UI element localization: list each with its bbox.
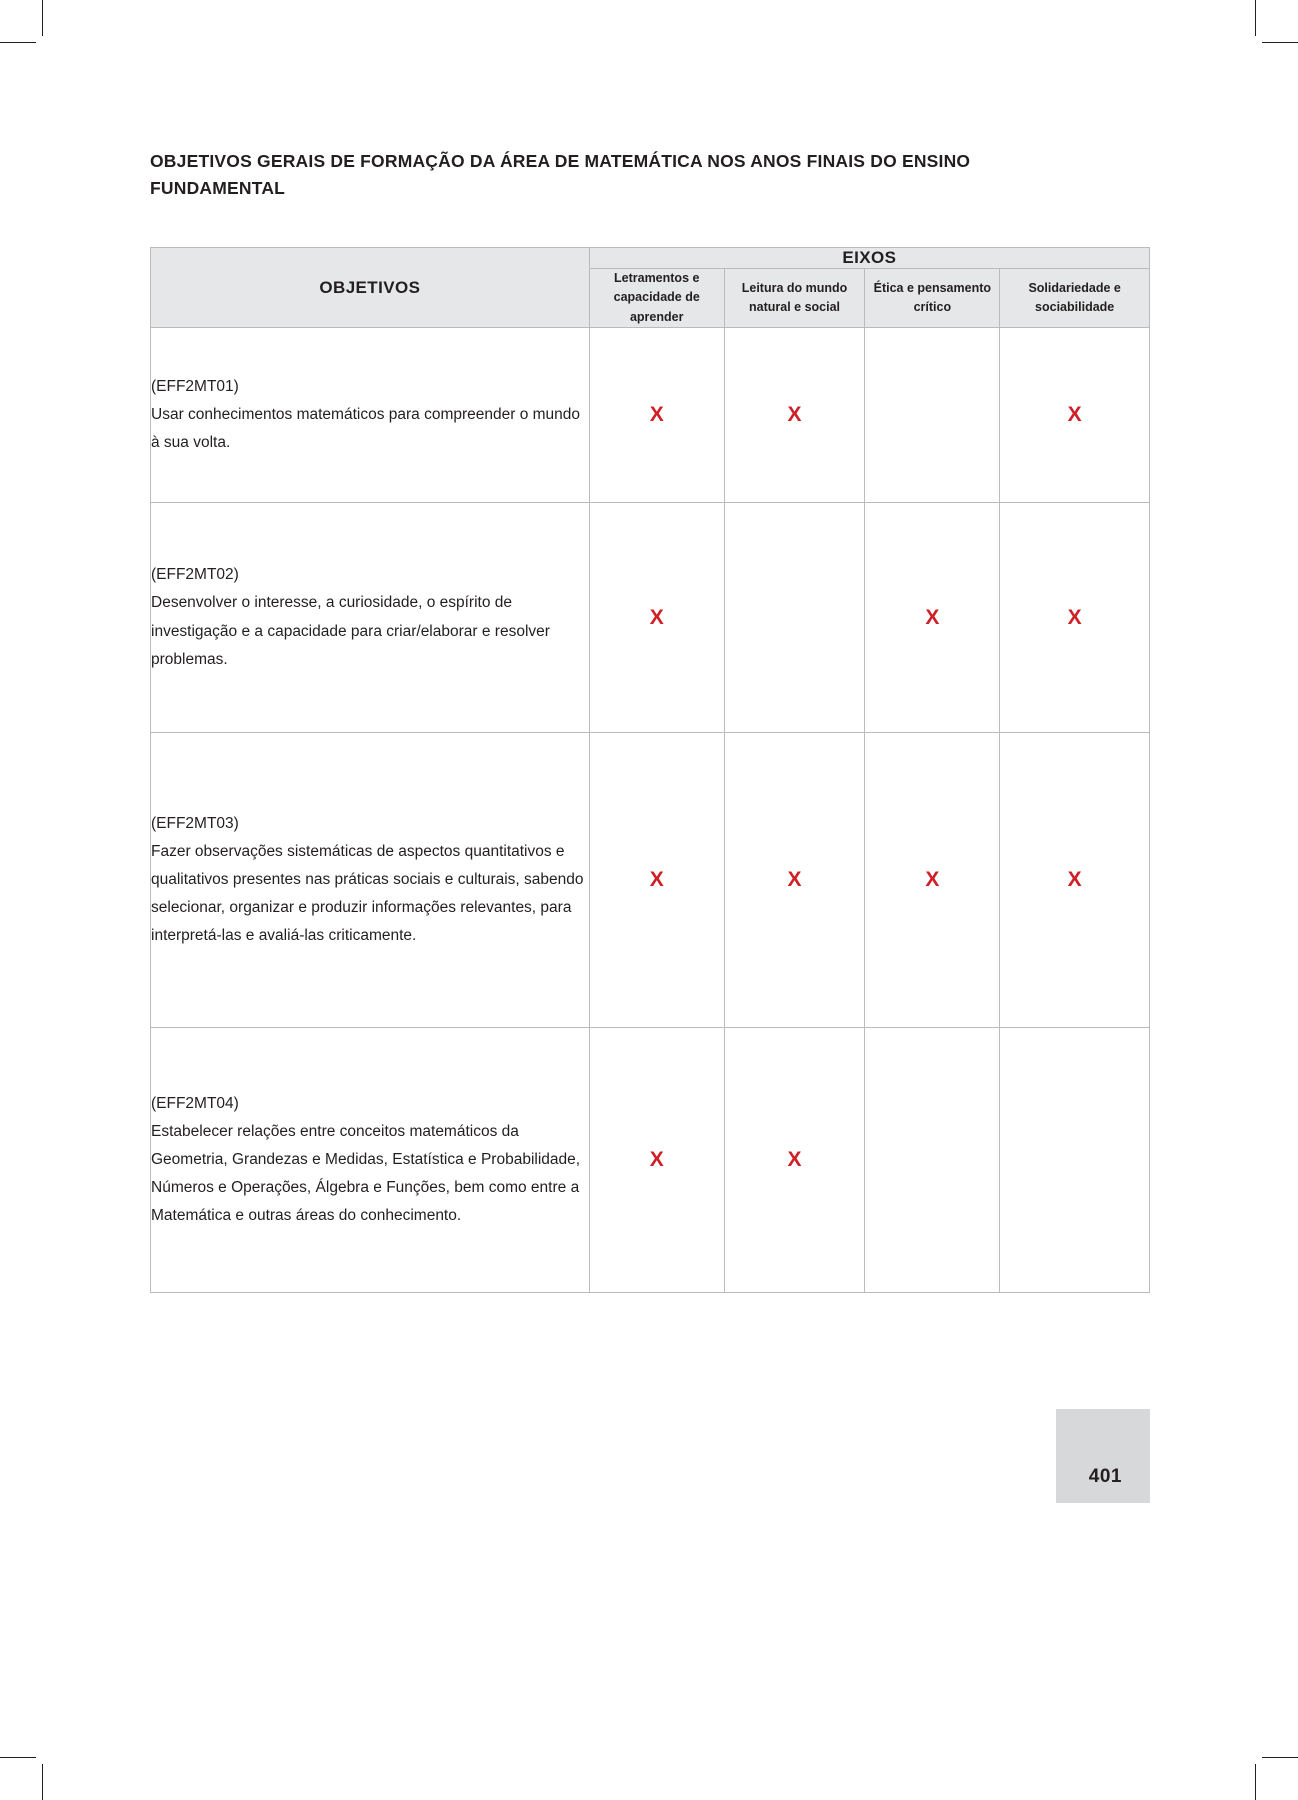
mark-cell bbox=[1000, 328, 1150, 503]
page-title: OBJETIVOS GERAIS DE FORMAÇÃO DA ÁREA DE MATEMÁTICA NOS ANOS FINAIS DO ENSINO FUNDAMENTAL bbox=[150, 151, 971, 199]
mark-cell-empty bbox=[1000, 1028, 1150, 1293]
eixos-header-label: EIXOS bbox=[589, 248, 1149, 269]
objectives-axes-table bbox=[150, 247, 1150, 1293]
mark-cell bbox=[724, 733, 865, 1028]
objective-code: (EFF2MT02) bbox=[151, 566, 239, 584]
mark-x-icon: X bbox=[1067, 403, 1082, 427]
crop-mark-top-right-vertical bbox=[1255, 0, 1256, 36]
mark-cell bbox=[589, 503, 724, 733]
mark-x-icon: X bbox=[649, 868, 664, 892]
mark-cell bbox=[865, 733, 1000, 1028]
mark-cell bbox=[1000, 733, 1150, 1028]
objective-cell bbox=[151, 328, 590, 503]
objectives-header-cell bbox=[151, 248, 590, 328]
axis-header-letramentos: Letramentos e capacidade de aprender bbox=[589, 269, 724, 328]
axis-header-leitura-mundo: Leitura do mundo natural e social bbox=[724, 269, 865, 328]
crop-mark-bottom-left-vertical bbox=[42, 1764, 43, 1800]
table-row bbox=[151, 1028, 1150, 1293]
mark-cell-empty bbox=[865, 328, 1000, 503]
crop-mark-bottom-right-horizontal bbox=[1262, 1757, 1298, 1758]
mark-x-icon: X bbox=[787, 1148, 802, 1172]
objective-code: (EFF2MT03) bbox=[151, 814, 239, 832]
objective-text: Fazer observações sistemáticas de aspectos quantitativos e qualitativos presentes nas práticas sociais e culturais, sabendo selecionar, organizar e produzir informações relevantes, para interpretá-las e avaliá-las criticamente. bbox=[151, 842, 584, 945]
mark-cell bbox=[1000, 503, 1150, 733]
mark-x-icon: X bbox=[1067, 605, 1082, 629]
objective-code: (EFF2MT04) bbox=[151, 1094, 239, 1112]
axis-header-etica-pensamento-critico: Ética e pensamento crítico bbox=[865, 269, 1000, 328]
crop-mark-top-right-horizontal bbox=[1262, 42, 1298, 43]
mark-cell-empty bbox=[724, 503, 865, 733]
mark-cell bbox=[589, 1028, 724, 1293]
page-number: 401 bbox=[1088, 1466, 1122, 1487]
objective-cell bbox=[151, 503, 590, 733]
mark-x-icon: X bbox=[925, 605, 940, 629]
crop-mark-top-left-vertical bbox=[42, 0, 43, 36]
objectives-header-label: OBJETIVOS bbox=[319, 277, 421, 297]
objective-cell bbox=[151, 1028, 590, 1293]
crop-mark-top-left-horizontal bbox=[0, 42, 36, 43]
mark-cell bbox=[865, 503, 1000, 733]
table-row bbox=[151, 733, 1150, 1028]
table-row bbox=[151, 503, 1150, 733]
mark-cell-empty bbox=[865, 1028, 1000, 1293]
objective-code: (EFF2MT01) bbox=[151, 377, 239, 395]
page-number-background bbox=[1056, 1409, 1150, 1503]
table-row bbox=[151, 328, 1150, 503]
mark-x-icon: X bbox=[1067, 868, 1082, 892]
mark-x-icon: X bbox=[925, 868, 940, 892]
objective-cell bbox=[151, 733, 590, 1028]
mark-x-icon: X bbox=[787, 868, 802, 892]
objective-text: Usar conhecimentos matemáticos para compreender o mundo à sua volta. bbox=[151, 406, 581, 452]
mark-x-icon: X bbox=[649, 403, 664, 427]
page-content bbox=[150, 0, 1150, 1800]
objective-text: Estabelecer relações entre conceitos matemáticos da Geometria, Grandezas e Medidas, Estatística e Probabilidade, Números e Operações, Álgebra e Funções, bem como entre a Matemática e outras áreas do conhecimento. bbox=[151, 1122, 581, 1225]
crop-mark-bottom-left-horizontal bbox=[0, 1757, 36, 1758]
mark-x-icon: X bbox=[649, 1148, 664, 1172]
table-header-group-row bbox=[151, 248, 1150, 269]
mark-cell bbox=[724, 1028, 865, 1293]
axis-header-solidariedade-sociabilidade: Solidariedade e sociabilidade bbox=[1000, 269, 1150, 328]
mark-cell bbox=[724, 328, 865, 503]
mark-x-icon: X bbox=[649, 605, 664, 629]
crop-mark-bottom-right-vertical bbox=[1255, 1764, 1256, 1800]
mark-cell bbox=[589, 733, 724, 1028]
objective-text: Desenvolver o interesse, a curiosidade, o espírito de investigação e a capacidade para criar/elaborar e resolver problemas. bbox=[151, 594, 550, 668]
mark-cell bbox=[589, 328, 724, 503]
mark-x-icon: X bbox=[787, 403, 802, 427]
